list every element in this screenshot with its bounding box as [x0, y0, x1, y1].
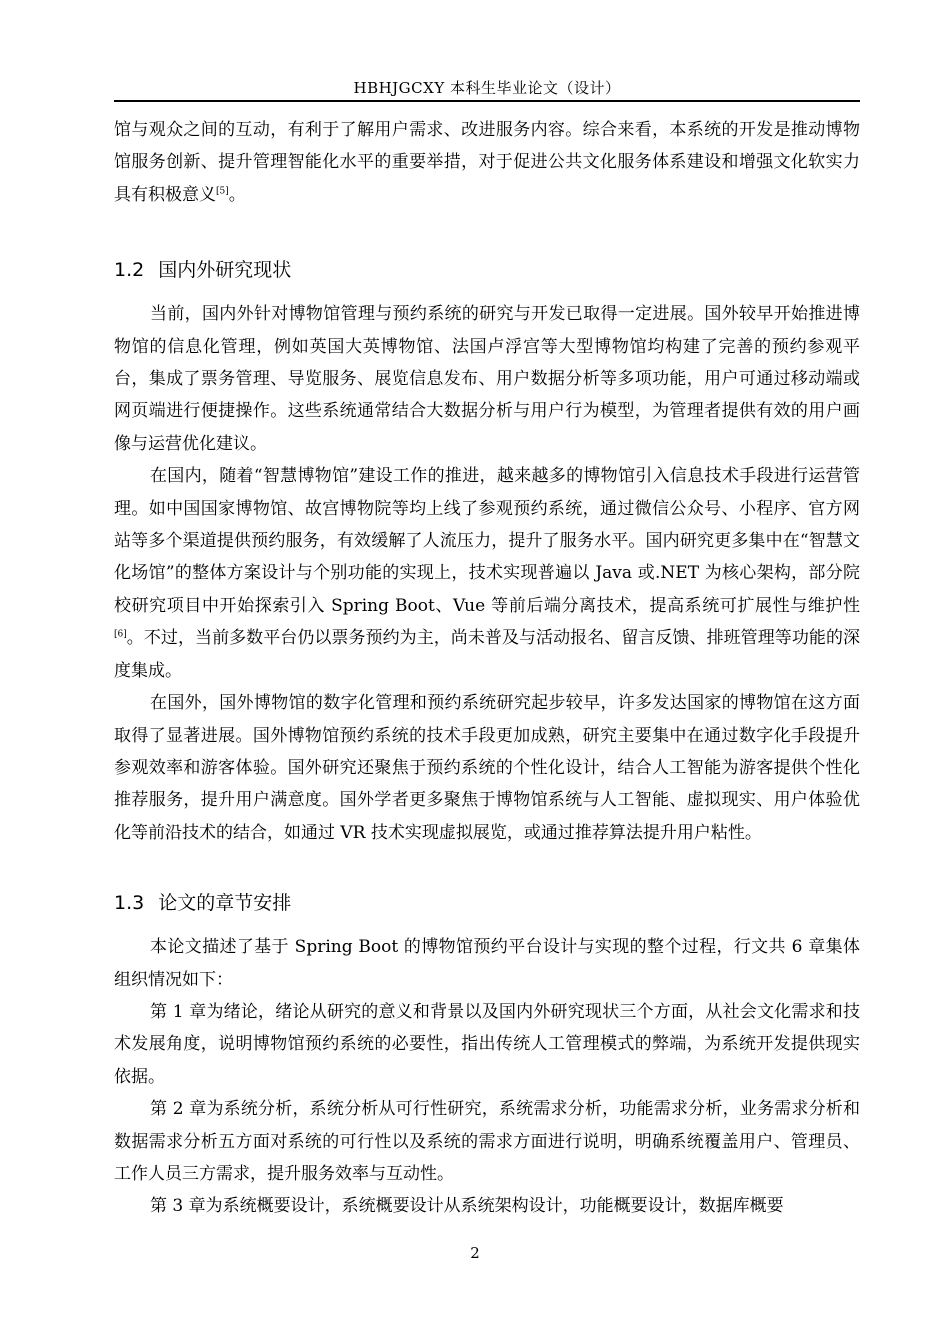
paragraph-research-status-2: [114, 460, 860, 687]
page-body: [114, 114, 860, 1223]
paragraph-research-status-3: 在国外，国外博物馆的数字化管理和预约系统研究起步较早，许多发达国家的博物馆在这方面取得了显著进展。国外博物馆预约系统的技术手段更加成熟，研究主要集中在通过数字化手段提升参观效率和游客体验。国外研究还聚焦于预约系统的个性化设计，结合人工智能为游客提供个性化推荐服务，提升用户满意度。国外学者更多聚焦于博物馆系统与人工智能、虚拟现实、用户体验优化等前沿技术的结合，如通过 VR 技术实现虚拟展览，或通过推荐算法提升用户粘性。: [114, 693, 860, 843]
section-title: 论文的章节安排: [158, 892, 292, 915]
section-number: 1.3: [114, 892, 145, 915]
paragraph-text: 。不过，当前多数平台仍以票务预约为主，尚未普及与活动报名、留言反馈、排班管理等功能的深度集成。: [114, 628, 860, 681]
paragraph-text: 馆与观众之间的互动，有利于了解用户需求、改进服务内容。综合来看，本系统的开发是推动博物馆服务创新、提升管理智能化水平的重要举措，对于促进公共文化服务体系建设和增强文化软实力具有积极意义: [114, 120, 860, 205]
citation-ref[interactable]: [5]: [216, 186, 229, 197]
paragraph-chapter-1: 第 1 章为绪论，绪论从研究的意义和背景以及国内外研究现状三个方面，从社会文化需求和技术发展角度，说明博物馆预约系统的必要性，指出传统人工管理模式的弊端，为系统开发提供现实依据。: [114, 1001, 860, 1087]
section-heading-1-2: [114, 250, 860, 290]
citation-ref[interactable]: [6]: [114, 629, 127, 640]
paragraph-research-status-1: 当前，国内外针对博物馆管理与预约系统的研究与开发已取得一定进展。国外较早开始推进博物馆的信息化管理，例如英国大英博物馆、法国卢浮宫等大型博物馆均构建了完善的预约参观平台，集成了票务管理、导览服务、展览信息发布、用户数据分析等多项功能，用户可通过移动端或网页端进行便捷操作。这些系统通常结合大数据分析与用户行为模型，为管理者提供有效的用户画像与运营优化建议。: [114, 304, 860, 454]
running-header: HBHJGCXY 本科生毕业论文（设计）: [353, 79, 621, 97]
section-title: 国内外研究现状: [158, 259, 292, 282]
section-heading-1-3: [114, 883, 860, 923]
section-number: 1.2: [114, 259, 145, 282]
paragraph-chapter-2: 第 2 章为系统分析，系统分析从可行性研究，系统需求分析，功能需求分析，业务需求分析和数据需求分析五方面对系统的可行性以及系统的需求方面进行说明，明确系统覆盖用户、管理员、工作人员三方需求，提升服务效率与互动性。: [114, 1099, 860, 1184]
header-rule: [114, 100, 860, 102]
paragraph-chapter-3: 第 3 章为系统概要设计，系统概要设计从系统架构设计，功能概要设计，数据库概要: [150, 1196, 784, 1217]
paragraph-chapter-overview: 本论文描述了基于 Spring Boot 的博物馆预约平台设计与实现的整个过程，行文共 6 章集体组织情况如下：: [114, 937, 860, 990]
page-number: 2: [470, 1244, 480, 1262]
paragraph-end: 。: [228, 184, 246, 205]
paragraph-text: 在国内，随着“智慧博物馆”建设工作的推进，越来越多的博物馆引入信息技术手段进行运营管理。如中国国家博物馆、故宫博物院等均上线了参观预约系统，通过微信公众号、小程序、官方网站等多个渠道提供预约服务，有效缓解了人流压力，提升了服务水平。国内研究更多集中在“智慧文化场馆”的整体方案设计与个别功能的实现上，技术实现普遍以 Java 或.NET 为核心架构，部分院校研究项目中开始探索引入 Spring Boot、Vue 等前后端分离技术，提高系统可扩展性与维护性: [114, 466, 860, 616]
paragraph-intro-continuation: [114, 114, 860, 211]
